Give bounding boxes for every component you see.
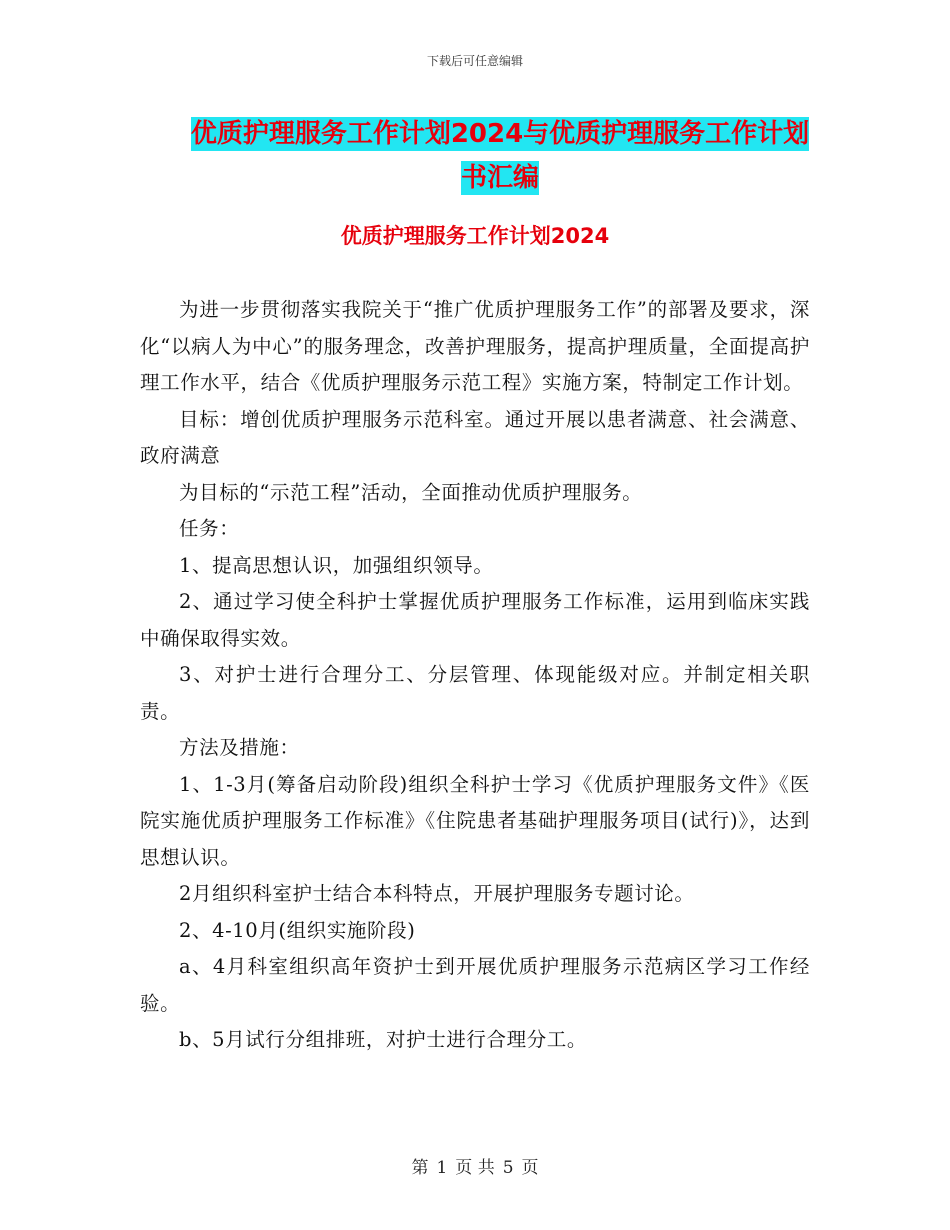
- page-footer: [0, 1153, 950, 1178]
- paragraph-task-2: 2、通过学习使全科护士掌握优质护理服务工作标准，运用到临床实践中确保取得实效。: [140, 590, 810, 650]
- paragraph-method-feb: 2月组织科室护士结合本科特点，开展护理服务专题讨论。: [179, 882, 695, 905]
- document-title-line1: 优质护理服务工作计划2024与优质护理服务工作计划: [190, 119, 810, 149]
- footer-total-pages: 5: [502, 1158, 514, 1178]
- paragraph-task-1: 1、提高思想认识，加强组织领导。: [179, 553, 494, 577]
- paragraph-method-2b: b、5月试行分组排班，对护士进行合理分工。: [179, 1028, 587, 1051]
- document-body: [140, 292, 810, 1059]
- paragraph-method-2a: a、4月科室组织高年资护士到开展优质护理服务示范病区学习工作经验。: [140, 955, 810, 1015]
- paragraph-task-3: 3、对护士进行合理分工、分层管理、体现能级对应。并制定相关职责。: [140, 663, 810, 723]
- paragraph-intro: 为进一步贯彻落实我院关于“推广优质护理服务工作”的部署及要求，深化“以病人为中心”的服务理念，改善护理服务，提高护理质量，全面提高护理工作水平，结合《优质护理服务示范工程》实施方案，特制定工作计划。: [140, 298, 810, 394]
- section-title: 优质护理服务工作计划2024: [340, 224, 610, 248]
- paragraph-method-2: 2、4-10月(组织实施阶段): [179, 918, 416, 942]
- paragraph-tasks-heading: 任务：: [179, 517, 240, 540]
- footer-middle: 页 共: [455, 1158, 495, 1178]
- paragraph-goal: 目标：增创优质护理服务示范科室。通过开展以患者满意、社会满意、政府满意: [140, 407, 810, 467]
- paragraph-goal-cont: 为目标的“示范工程”活动，全面推动优质护理服务。: [179, 480, 643, 504]
- document-title-line2: 书汇编: [460, 163, 539, 193]
- paragraph-methods-heading: 方法及措施：: [179, 736, 300, 759]
- footer-suffix: 页: [521, 1158, 539, 1178]
- page-header-note: 下载后可任意编辑: [426, 54, 523, 68]
- paragraph-method-1: 1、1-3月(筹备启动阶段)组织全科护士学习《优质护理服务文件》《医院实施优质护理服务工作标准》《住院患者基础护理服务项目(试行)》，达到思想认识。: [140, 772, 810, 869]
- footer-page-number: 1: [436, 1158, 448, 1178]
- footer-prefix: 第: [411, 1158, 429, 1178]
- document-title: [150, 112, 850, 200]
